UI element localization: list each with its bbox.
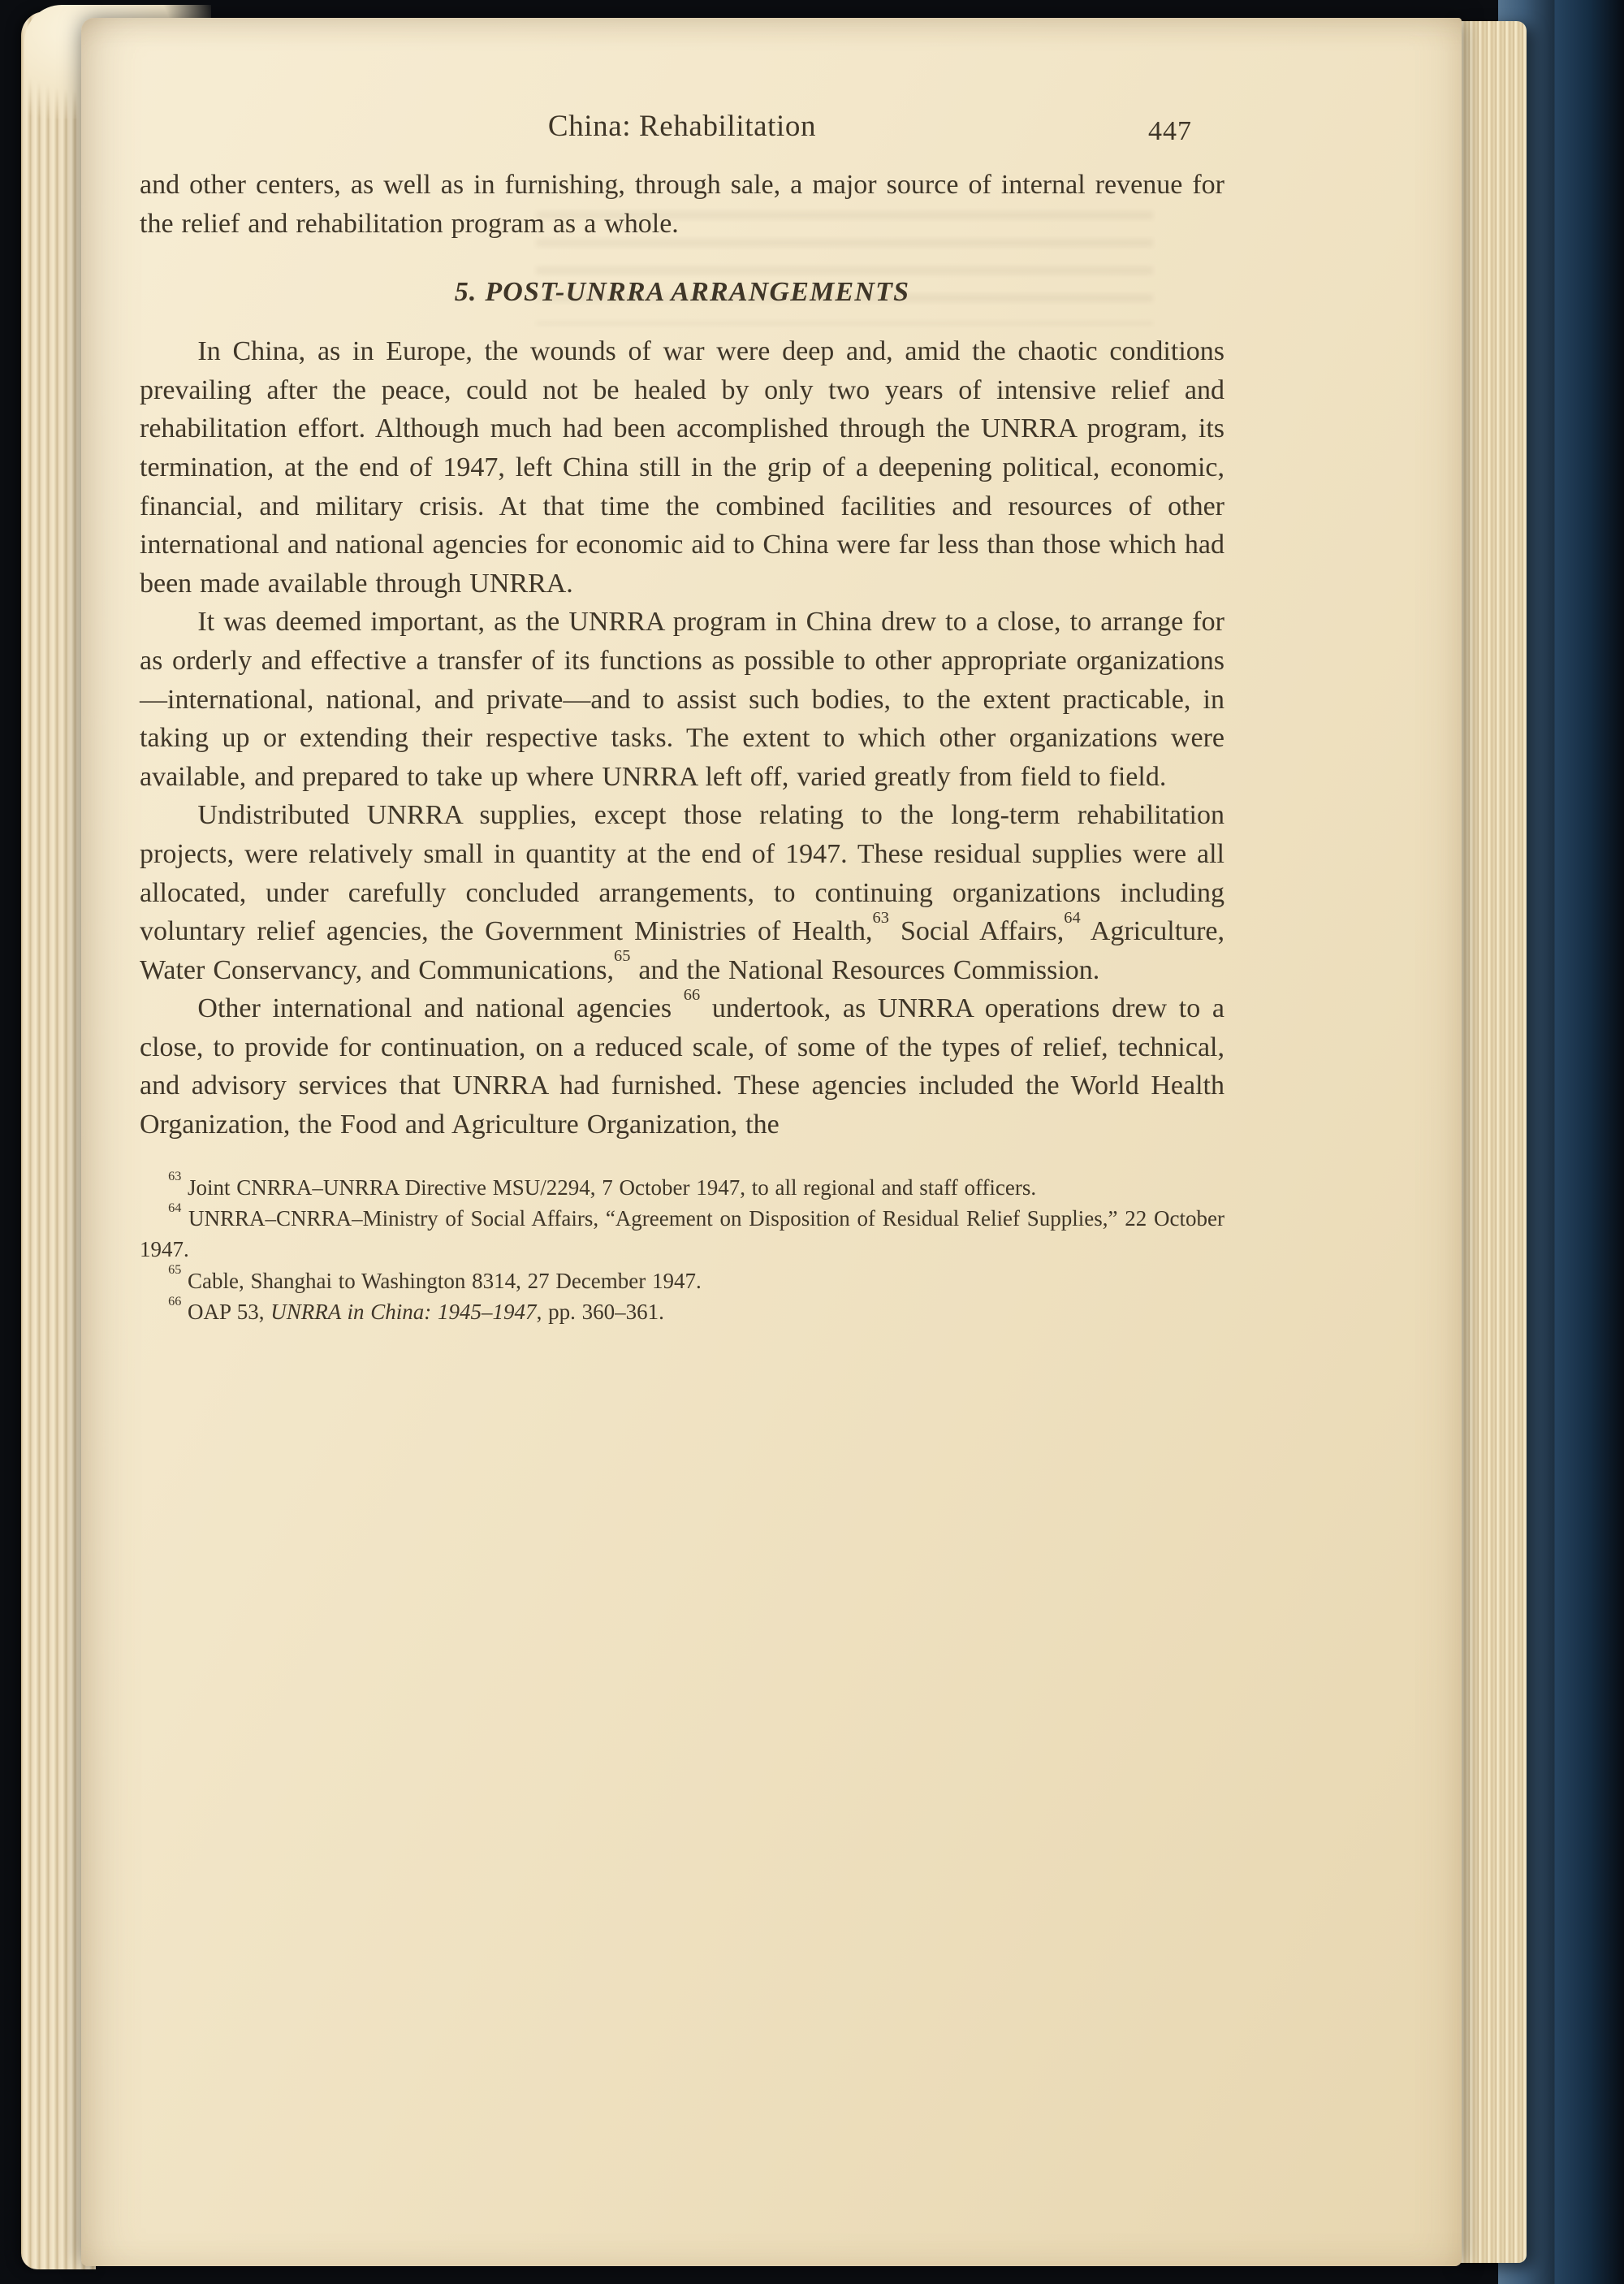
footnote: $^{66}$ OAP 53, UNRRA in China: 1945–1947, pp. 360–361. xyxy=(168,1293,664,1324)
page-edges-right xyxy=(1452,21,1527,2263)
running-header xyxy=(140,109,1224,153)
intro-paragraph: and other centers, as well as in furnishing, through sale, a major source of internal revenue for the relief and rehabilitation program as a whole. xyxy=(140,170,1224,239)
paragraph: Undistributed UNRRA supplies, except those relating to the long-term rehabilitation projects, were relatively small in quantity at the end of 1947. These residual supplies were all allocated, under carefully concluded arrangements, to continuing organizations including voluntary relief agencies, the Government Ministries of Health,$^{63}$ Social Affairs,$^{64}$ Agriculture, Water Conservancy, and Communications,$^{65}$ and the National Resources Commission. xyxy=(140,800,1225,985)
footnote: $^{63}$ Joint CNRRA–UNRRA Directive MSU/2294, 7 October 1947, to all regional and staff officers. xyxy=(168,1169,1037,1200)
paragraph: It was deemed important, as the UNRRA program in China drew to a close, to arrange for as orderly and effective a transfer of its functions as possible to other appropriate organizations—international, national, and private—and to assist such bodies, to the extent practicable, in taking up or extending their respective tasks. The extent to which other organizations were available, and prepared to take up where UNRRA left off, varied greatly from field to field. xyxy=(140,607,1224,792)
footnotes-block xyxy=(140,1169,1224,1328)
page-content xyxy=(140,109,1224,1327)
paragraph: Other international and national agencies $^{66}$ undertook, as UNRRA operations drew to a close, to provide for continuation, on a reduced scale, of some of the types of relief, technical, and advisory services that UNRRA had furnished. These agencies included the World Health Organization, the Food and Agriculture Organization, the xyxy=(140,985,1224,1140)
page-number: 447 xyxy=(1148,116,1192,146)
book-page xyxy=(81,18,1462,2266)
paragraph: In China, as in Europe, the wounds of war were deep and, amid the chaotic conditions prevailing after the peace, could not be healed by only two years of intensive relief and rehabilitation effort. Although much had been accomplished through the UNRRA program, its termination, at the end of 1947, left China still in the grip of a deepening political, economic, financial, and military crisis. At that time the combined facilities and resources of other international and national agencies for economic aid to China were far less than those which had been made available through UNRRA. xyxy=(140,336,1224,599)
footnote: $^{65}$ Cable, Shanghai to Washington 8314, 27 December 1947. xyxy=(168,1262,702,1293)
page-title: China: Rehabilitation xyxy=(547,110,817,143)
footnote: $^{64}$ UNRRA–CNRRA–Ministry of Social Affairs, “Agreement on Disposition of Residual Relief Supplies,” 22 October 1947. xyxy=(140,1200,1224,1262)
section-heading: 5. POST-UNRRA ARRANGEMENTS xyxy=(454,277,910,308)
